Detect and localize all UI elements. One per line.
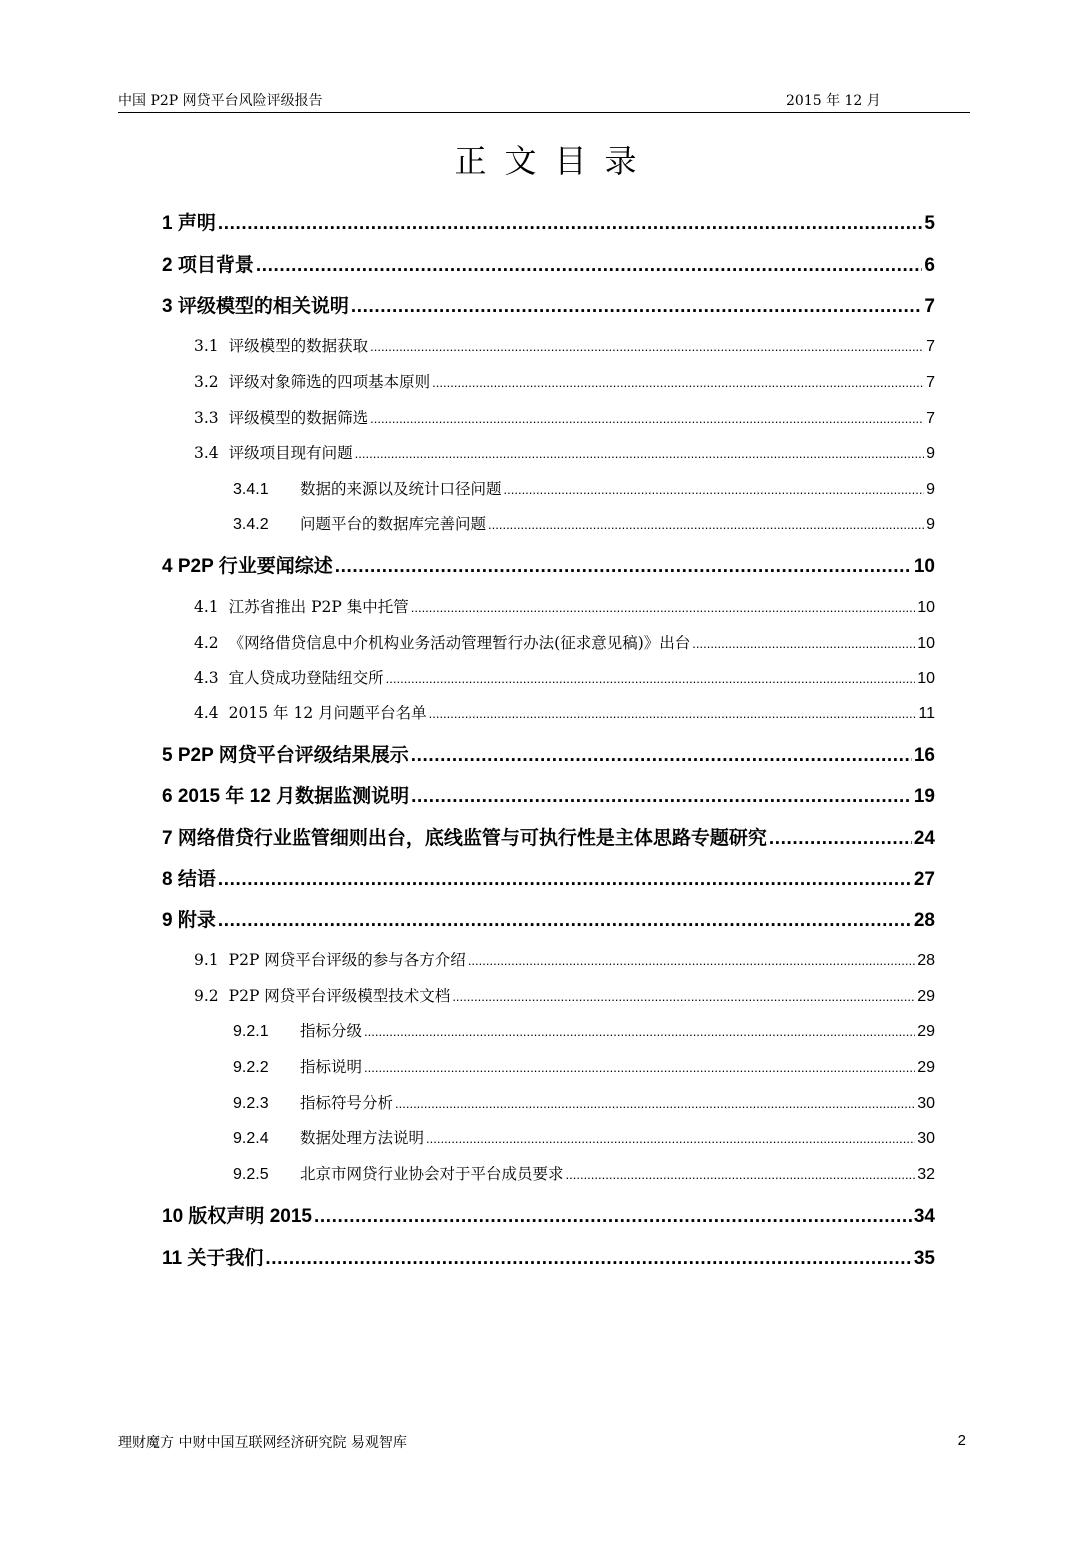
toc-entry-label	[194, 984, 450, 1006]
toc-entry[interactable]	[162, 250, 935, 280]
toc-entry-page: 7	[924, 296, 935, 317]
toc-entry-number: 3.4	[194, 444, 219, 462]
toc-entry-number: 10	[162, 1206, 184, 1227]
toc-entry[interactable]	[233, 1019, 935, 1045]
toc-entry-label	[233, 1091, 393, 1113]
toc-entry-text: 指标分级	[300, 1022, 363, 1040]
toc-entry-text: 评级模型的相关说明	[177, 296, 349, 317]
toc-entry[interactable]	[233, 1091, 935, 1117]
toc-entry-text: 北京市网贷行业协会对于平台成员要求	[300, 1165, 564, 1183]
toc-entry-number: 3.4.2	[233, 516, 269, 533]
toc-entry-page: 19	[913, 786, 935, 807]
toc-entry-number: 3.3	[194, 409, 219, 427]
toc-entry-number: 1	[162, 213, 173, 234]
toc-entry[interactable]	[194, 631, 935, 657]
toc-entry-number: 3.1	[194, 337, 219, 355]
toc-entry-label	[194, 406, 368, 428]
toc-entry-text: 指标符号分析	[300, 1094, 394, 1112]
toc-entry[interactable]	[194, 984, 935, 1010]
toc-entry-page: 29	[917, 988, 935, 1005]
toc-entry-label	[233, 1162, 564, 1184]
toc-entry-label	[194, 441, 353, 463]
toc-entry-text: 关于我们	[187, 1248, 264, 1269]
toc-entry[interactable]	[233, 477, 935, 503]
toc-entry[interactable]	[162, 291, 935, 321]
toc-entry-label	[162, 551, 333, 578]
toc-entry-label	[233, 1019, 362, 1041]
toc-entry-page: 27	[913, 869, 935, 890]
toc-dot-leader	[335, 556, 912, 578]
toc-dot-leader	[426, 1131, 915, 1146]
toc-dot-leader	[386, 671, 916, 686]
toc-entry-label	[162, 823, 767, 850]
toc-entry-page: 32	[917, 1166, 935, 1183]
footer-organizations: 理财魔方 中财中国互联网经济研究院 易观智库	[118, 1435, 407, 1451]
toc-entry-number: 9.2.3	[233, 1095, 269, 1112]
toc-entry-text: 2015 年 12 月数据监测说明	[177, 786, 410, 807]
toc-entry[interactable]	[194, 334, 935, 360]
toc-entry-label	[194, 631, 690, 653]
toc-entry-text: 附录	[177, 910, 216, 931]
toc-entry-page: 30	[917, 1095, 935, 1112]
toc-entry-label	[194, 666, 384, 688]
toc-entry-number: 2	[162, 255, 173, 276]
toc-entry-label	[233, 1126, 424, 1148]
toc-entry-page: 10	[917, 599, 935, 616]
toc-entry-number: 3	[162, 296, 173, 317]
toc-entry-text: 2015 年 12 月问题平台名单	[228, 704, 427, 722]
toc-entry[interactable]	[162, 864, 935, 894]
toc-entry-number: 9	[162, 910, 173, 931]
toc-entry-number: 5	[162, 745, 173, 766]
toc-dot-leader	[218, 213, 923, 235]
toc-entry-page: 7	[926, 410, 935, 427]
toc-entry-number: 11	[162, 1248, 183, 1269]
toc-entry-label	[194, 334, 368, 356]
toc-dot-leader	[218, 869, 912, 891]
page-title: 正文目录	[454, 142, 655, 180]
toc-entry-text: 评级项目现有问题	[228, 444, 353, 462]
toc-entry-label	[233, 512, 486, 534]
toc-entry-text: 数据的来源以及统计口径问题	[300, 480, 502, 498]
toc-entry-text: 指标说明	[300, 1058, 363, 1076]
toc-entry-text: 声明	[177, 213, 216, 234]
toc-dot-leader	[452, 989, 915, 1004]
toc-entry-number: 9.2.2	[233, 1059, 269, 1076]
toc-entry-label	[162, 781, 409, 808]
toc-entry[interactable]	[162, 1243, 935, 1273]
toc-dot-leader	[429, 706, 917, 721]
toc-entry-number: 4.2	[194, 634, 219, 652]
toc-entry-label	[194, 370, 430, 392]
toc-dot-leader	[370, 411, 924, 426]
toc-entry-number: 4	[162, 556, 173, 577]
toc-entry-label	[162, 250, 254, 277]
toc-entry[interactable]	[162, 781, 935, 811]
toc-entry-text: 网络借贷行业监管细则出台，底线监管与可执行性是主体思路专题研究	[177, 828, 767, 849]
toc-entry-page: 9	[926, 516, 935, 533]
toc-entry[interactable]	[194, 370, 935, 396]
header-report-title: 中国 P2P 网贷平台风险评级报告	[118, 93, 323, 109]
toc-dot-leader	[351, 296, 923, 318]
toc-entry-number: 6	[162, 786, 173, 807]
toc-entry[interactable]	[233, 1126, 935, 1152]
toc-entry-text: P2P 行业要闻综述	[177, 556, 333, 577]
toc-entry-text: 项目背景	[177, 255, 254, 276]
toc-entry-label	[162, 291, 349, 318]
toc-entry-text: P2P 网贷平台评级模型技术文档	[228, 987, 451, 1005]
toc-entry-number: 9.2	[194, 987, 219, 1005]
toc-entry-label	[233, 1055, 362, 1077]
toc-entry-text: 数据处理方法说明	[300, 1129, 425, 1147]
toc-entry-label	[194, 701, 427, 723]
toc-dot-leader	[364, 1060, 915, 1075]
toc-entry-page: 10	[913, 556, 935, 577]
toc-entry-page: 34	[913, 1206, 935, 1227]
toc-dot-leader	[411, 745, 912, 767]
toc-entry-label	[162, 1243, 263, 1270]
toc-dot-leader	[504, 482, 925, 497]
toc-dot-leader	[411, 600, 915, 615]
toc-entry-text: 评级模型的数据筛选	[228, 409, 369, 427]
toc-entry-page: 30	[917, 1130, 935, 1147]
toc-entry-text: 结语	[177, 869, 216, 890]
toc-entry-text: 评级对象筛选的四项基本原则	[228, 373, 431, 391]
toc-dot-leader	[411, 786, 912, 808]
toc-entry-page: 29	[917, 1059, 935, 1076]
toc-dot-leader	[370, 339, 924, 354]
toc-entry[interactable]	[162, 1201, 935, 1231]
toc-entry-number: 9.2.5	[233, 1166, 269, 1183]
toc-entry[interactable]	[162, 905, 935, 935]
toc-dot-leader	[355, 446, 924, 461]
toc-entry-number: 3.2	[194, 373, 219, 391]
toc-entry-page: 28	[917, 952, 935, 969]
toc-entry-number: 4.4	[194, 704, 219, 722]
toc-entry[interactable]	[162, 551, 935, 581]
toc-entry[interactable]	[194, 595, 935, 621]
toc-entry-number: 3.4.1	[233, 481, 269, 498]
toc-entry-label	[194, 948, 466, 970]
toc-entry-number: 4.1	[194, 598, 219, 616]
toc-entry[interactable]	[194, 441, 935, 467]
toc-entry-label	[162, 740, 409, 767]
toc-entry[interactable]	[194, 948, 935, 974]
toc-entry-page: 7	[926, 338, 935, 355]
toc-dot-leader	[314, 1206, 912, 1228]
toc-entry[interactable]	[233, 1055, 935, 1081]
page-footer	[118, 1432, 970, 1454]
toc-entry-label	[233, 477, 502, 499]
toc-entry-label	[162, 208, 216, 235]
toc-dot-leader	[364, 1024, 915, 1039]
toc-dot-leader	[256, 255, 923, 277]
toc-entry[interactable]	[194, 666, 935, 692]
toc-entry-page: 9	[926, 445, 935, 462]
toc-entry-number: 9.1	[194, 951, 219, 969]
toc-entry-page: 24	[913, 828, 935, 849]
toc-entry-page: 10	[917, 670, 935, 687]
toc-dot-leader	[432, 375, 924, 390]
toc-entry-text: 问题平台的数据库完善问题	[300, 515, 487, 533]
header-date: 2015 年 12 月	[786, 93, 881, 109]
toc-dot-leader	[265, 1248, 911, 1270]
toc-entry-number: 4.3	[194, 669, 219, 687]
toc-entry-text: P2P 网贷平台评级结果展示	[177, 745, 409, 766]
toc-entry-number: 7	[162, 828, 173, 849]
toc-entry-page: 7	[926, 374, 935, 391]
toc-entry-page: 29	[917, 1023, 935, 1040]
toc-entry[interactable]	[162, 208, 935, 238]
toc-entry-text: 宜人贷成功登陆纽交所	[228, 669, 384, 687]
footer-page-number: 2	[957, 1432, 966, 1449]
toc-dot-leader	[395, 1096, 915, 1111]
toc-entry-text: 《网络借贷信息中介机构业务活动管理暂行办法(征求意见稿)》出台	[228, 634, 691, 652]
toc-dot-leader	[769, 828, 912, 850]
toc-dot-leader	[566, 1167, 916, 1182]
toc-entry-page: 9	[926, 481, 935, 498]
toc-entry-label	[162, 1201, 312, 1228]
toc-entry[interactable]	[233, 512, 935, 538]
toc-entry-page: 11	[918, 705, 935, 722]
toc-entry[interactable]	[194, 701, 935, 727]
toc-entry-label	[162, 905, 216, 932]
toc-entry-page: 28	[913, 910, 935, 931]
toc-dot-leader	[488, 517, 924, 532]
toc-entry-page: 10	[917, 635, 935, 652]
toc-entry[interactable]	[194, 406, 935, 432]
toc-entry-text: 版权声明 2015	[188, 1206, 312, 1227]
toc-entry-label	[162, 864, 216, 891]
toc-entry-page: 35	[913, 1248, 935, 1269]
toc-entry-page: 6	[924, 255, 935, 276]
toc-entry[interactable]	[162, 740, 935, 770]
toc-entry-number: 9.2.1	[233, 1023, 269, 1040]
toc-entry-text: P2P 网贷平台评级的参与各方介绍	[228, 951, 466, 969]
toc-dot-leader	[468, 953, 915, 968]
toc-entry-text: 评级模型的数据获取	[228, 337, 369, 355]
toc-entry-text: 江苏省推出 P2P 集中托管	[228, 598, 409, 616]
toc-entry[interactable]	[233, 1162, 935, 1188]
toc-entry-label	[194, 595, 409, 617]
toc-dot-leader	[692, 636, 915, 651]
toc-entry[interactable]	[162, 823, 935, 853]
toc-entry-number: 9.2.4	[233, 1130, 269, 1147]
toc-entry-number: 8	[162, 869, 173, 890]
toc-entry-page: 5	[924, 213, 935, 234]
toc-entry-page: 16	[913, 745, 935, 766]
toc-dot-leader	[218, 910, 912, 932]
